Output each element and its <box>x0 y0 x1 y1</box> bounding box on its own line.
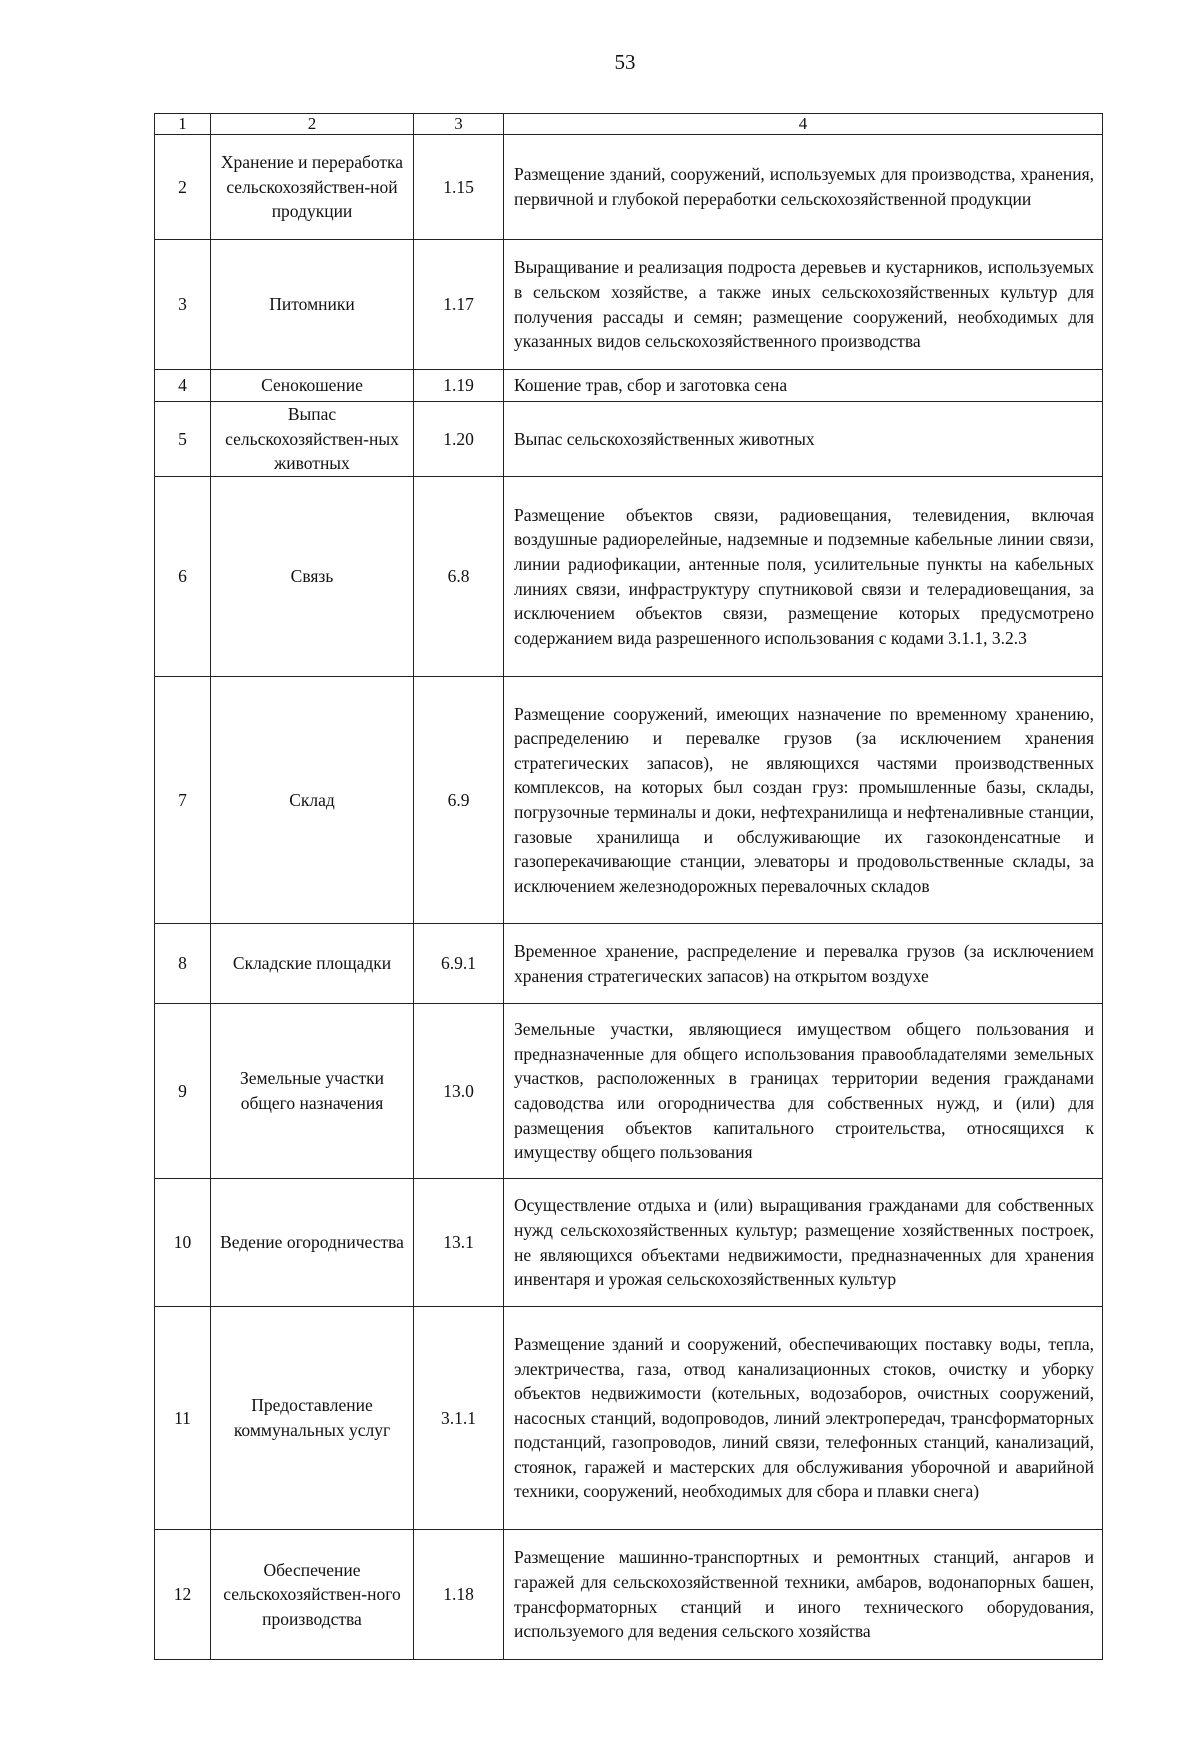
row-number: 12 <box>155 1530 211 1660</box>
use-name: Земельные участки общего назначения <box>211 1004 414 1179</box>
row-number: 2 <box>155 135 211 240</box>
use-code: 6.9.1 <box>414 924 504 1004</box>
table-row <box>155 240 1103 370</box>
row-number: 4 <box>155 370 211 402</box>
table-body <box>155 135 1103 1660</box>
use-description: Осуществление отдыха и (или) выращивания гражданами для собственных нужд сельскохозяйственных культур; размещение хозяйственных построек, не являющихся объектами недвижимости, предназначенных для хранения инвентаря и урожая сельскохозяйственных культур <box>504 1179 1103 1307</box>
use-code: 13.1 <box>414 1179 504 1307</box>
use-name: Питомники <box>211 240 414 370</box>
use-description: Земельные участки, являющиеся имуществом общего пользования и предназначенные для общего использования правообладателями земельных участков, расположенных в границах территории ведения гражданами садоводства или огородничества для собственных нужд, и (или) для размещения объектов капитального строительства, относящихся к имуществу общего пользования <box>504 1004 1103 1179</box>
table-row <box>155 477 1103 677</box>
header-row <box>155 114 1103 135</box>
table-header <box>155 114 1103 135</box>
table-row <box>155 924 1103 1004</box>
land-use-table <box>154 113 1103 1660</box>
row-number: 7 <box>155 677 211 924</box>
use-name: Ведение огородничества <box>211 1179 414 1307</box>
row-number: 8 <box>155 924 211 1004</box>
row-number: 3 <box>155 240 211 370</box>
table-row <box>155 1307 1103 1530</box>
table-row <box>155 1530 1103 1660</box>
table-row <box>155 135 1103 240</box>
use-code: 1.15 <box>414 135 504 240</box>
use-code: 1.18 <box>414 1530 504 1660</box>
use-name: Сенокошение <box>211 370 414 402</box>
use-code: 1.17 <box>414 240 504 370</box>
use-code: 13.0 <box>414 1004 504 1179</box>
table-row <box>155 1004 1103 1179</box>
row-number: 10 <box>155 1179 211 1307</box>
use-description: Размещение зданий и сооружений, обеспечивающих поставку воды, тепла, электричества, газа, отвод канализационных стоков, очистку и уборку объектов недвижимости (котельных, водозаборов, очистных сооружений, насосных станций, водопроводов, линий электропередач, трансформаторных подстанций, газопроводов, линий связи, телефонных станций, канализаций, стоянок, гаражей и мастерских для обслуживания уборочной и аварийной техники, сооружений, необходимых для сбора и плавки снега) <box>504 1307 1103 1530</box>
use-description: Размещение сооружений, имеющих назначение по временному хранению, распределению и перевалке грузов (за исключением хранения стратегических запасов), не являющихся частями производственных комплексов, на которых был создан груз: промышленные базы, склады, погрузочные терминалы и доки, нефтехранилища и нефтеналивные станции, газовые хранилища и обслуживающие их газоконденсатные и газоперекачивающие станции, элеваторы и продовольственные склады, за исключением железнодорожных перевалочных складов <box>504 677 1103 924</box>
use-description: Размещение машинно-транспортных и ремонтных станций, ангаров и гаражей для сельскохозяйственной техники, амбаров, водонапорных башен, трансформаторных станций и иного технического оборудования, используемого для ведения сельского хозяйства <box>504 1530 1103 1660</box>
use-description: Временное хранение, распределение и перевалка грузов (за исключением хранения стратегических запасов) на открытом воздухе <box>504 924 1103 1004</box>
use-name: Связь <box>211 477 414 677</box>
use-name: Выпас сельскохозяйствен-ных животных <box>211 402 414 477</box>
use-description: Кошение трав, сбор и заготовка сена <box>504 370 1103 402</box>
use-name: Склад <box>211 677 414 924</box>
use-code: 1.19 <box>414 370 504 402</box>
use-code: 6.8 <box>414 477 504 677</box>
table-row <box>155 677 1103 924</box>
use-description: Размещение объектов связи, радиовещания, телевидения, включая воздушные радиорелейные, надземные и подземные кабельные линии связи, линии радиофикации, антенные поля, усилительные пункты на кабельных линиях связи, инфраструктуру спутниковой связи и телерадиовещания, за исключением объектов связи, размещение которых предусмотрено содержанием вида разрешенного использования с кодами 3.1.1, 3.2.3 <box>504 477 1103 677</box>
header-col-4: 4 <box>504 114 1103 135</box>
table-row <box>155 402 1103 477</box>
row-number: 6 <box>155 477 211 677</box>
use-description: Размещение зданий, сооружений, используемых для производства, хранения, первичной и глубокой переработки сельскохозяйственной продукции <box>504 135 1103 240</box>
use-code: 6.9 <box>414 677 504 924</box>
use-name: Складские площадки <box>211 924 414 1004</box>
use-name: Хранение и переработка сельскохозяйствен-ной продукции <box>211 135 414 240</box>
row-number: 9 <box>155 1004 211 1179</box>
header-col-2: 2 <box>211 114 414 135</box>
header-col-3: 3 <box>414 114 504 135</box>
page-number: 53 <box>614 50 636 74</box>
use-description: Выращивание и реализация подроста деревьев и кустарников, используемых в сельском хозяйстве, а также иных сельскохозяйственных культур для получения рассады и семян; размещение сооружений, необходимых для указанных видов сельскохозяйственного производства <box>504 240 1103 370</box>
row-number: 11 <box>155 1307 211 1530</box>
use-code: 3.1.1 <box>414 1307 504 1530</box>
use-name: Обеспечение сельскохозяйствен-ного производства <box>211 1530 414 1660</box>
table-row <box>155 1179 1103 1307</box>
use-code: 1.20 <box>414 402 504 477</box>
row-number: 5 <box>155 402 211 477</box>
header-col-1: 1 <box>155 114 211 135</box>
use-name: Предоставление коммунальных услуг <box>211 1307 414 1530</box>
table-row <box>155 370 1103 402</box>
use-description: Выпас сельскохозяйственных животных <box>504 402 1103 477</box>
